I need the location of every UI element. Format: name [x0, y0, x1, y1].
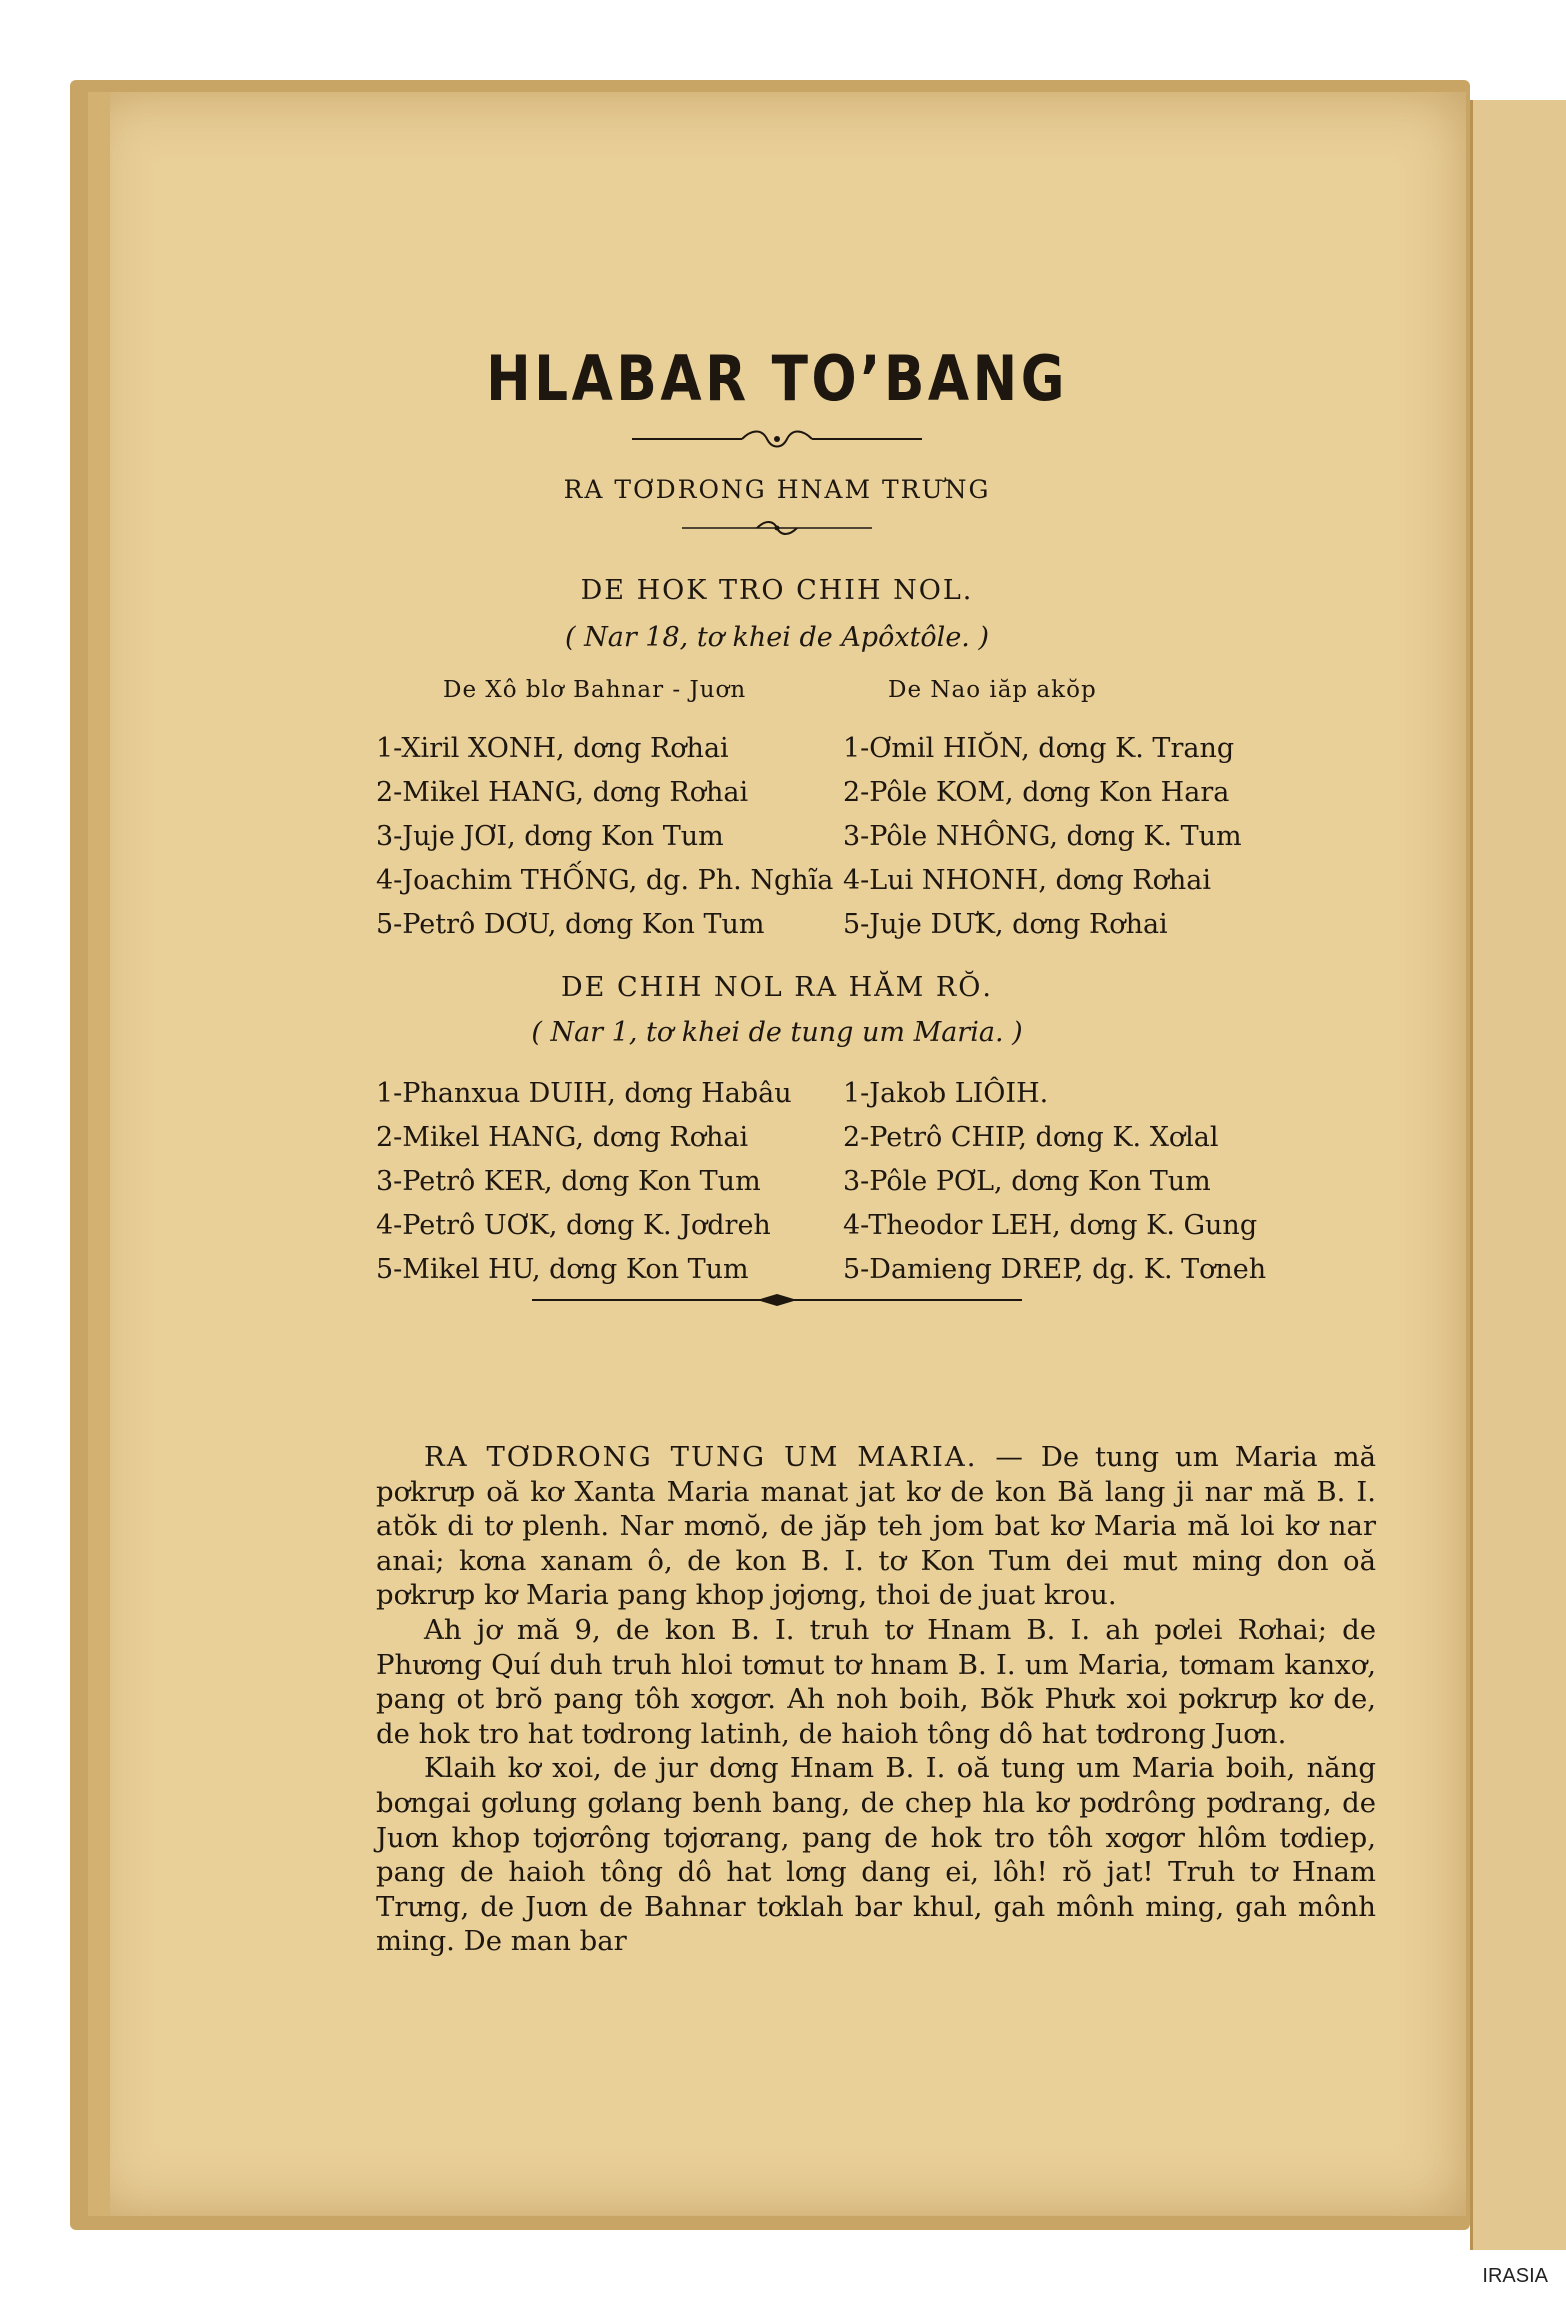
part2-left-list: [376, 1072, 792, 1292]
part1-note: ( Nar 18, tơ khei de Apôxtôle. ): [564, 622, 989, 653]
watermark: IRASIA: [1482, 2265, 1548, 2287]
list-item: 2-Mikel HANG, dơng Rơhai: [376, 777, 749, 808]
part1-left-column-title: De Xô blơ Bahnar - Juơn: [443, 677, 747, 703]
document-page: [88, 92, 1466, 2216]
page-spine-shadow: [88, 92, 110, 2216]
list-item: 2-Mikel HANG, dơng Rơhai: [376, 1122, 749, 1153]
paragraph-text: De tung um Maria mă pơkrưp oă kơ Xanta Maria manat jat kơ de kon Bă lang ji nar mă B. I. atŏk di tơ plenh. Nar mơnŏ, de jăp teh jom bat kơ Maria mă loi kơ nar anai; kơna xanam ô, de kon B. I. tơ Kon Tum dei mut ming don oă pơkrưp kơ Maria pang khop jơjơng, thoi de juat krou.: [376, 1441, 1376, 1612]
list-item: 2-Pôle KOM, dơng Kon Hara: [843, 777, 1230, 808]
paragraph-lead: RA TƠDRONG TUNG UM MARIA. —: [424, 1441, 1025, 1473]
title-ornament: [627, 427, 927, 451]
list-item: 2-Petrô CHIP, dơng K. Xơlal: [843, 1122, 1219, 1153]
list-item: 4-Lui NHONH, dơng Rơhai: [843, 865, 1211, 896]
section-ornament: [677, 520, 877, 536]
paragraph: Ah jơ mă 9, de kon B. I. truh tơ Hnam B. I. ah pơlei Rơhai; de Phương Quí duh truh hloi tơmut tơ hnam B. I. um Maria, tơmam kanxơ, pang ot brŏ pang tôh xơgơr. Ah noh boih, Bŏk Phưk xoi pơkrưp kơ de, de hok tro hat tơdrong latinh, de haioh tông dô hat tơdrong Juơn.: [376, 1613, 1376, 1750]
section-title: RA TƠDRONG HNAM TRƯNG: [563, 475, 991, 504]
paragraph: Klaih kơ xoi, de jur dơng Hnam B. I. oă tung um Maria boih, năng bơngai gơlung gơlang benh bang, de chep hla kơ pơdrông pơdrang, de Juơn khop tơjơrông tơjơrang, pang de hok tro tôh xơgơr hlôm tơdiep, pang de haioh tông dô hat lơng dang ei, lôh! rŏ jat! Truh tơ Hnam Trưng, de Juơn de Bahnar tơklah bar khul, gah mônh ming, gah mônh ming. De man bar: [376, 1752, 1376, 1958]
list-item: 5-Petrô DƠU, dơng Kon Tum: [376, 909, 765, 940]
section-divider: [527, 1292, 1027, 1308]
part2-right-list: [843, 1072, 1266, 1292]
next-page-edge: [1470, 100, 1566, 2250]
list-item: 1-Ơmil HIŎN, dơng K. Trang: [843, 733, 1235, 764]
list-item: 4-Joachim THỐNG, dg. Ph. Nghĩa: [376, 865, 834, 896]
part1-heading: DE HOK TRO CHIH NOL.: [580, 575, 974, 606]
list-item: 3-Juje JƠI, dơng Kon Tum: [376, 821, 724, 852]
page-title: HLABAR TO’BANG: [486, 342, 1068, 415]
list-item: 1-Phanxua DUIH, dơng Habâu: [376, 1078, 792, 1109]
part2-heading: DE CHIH NOL RA HĂM RŎ.: [561, 972, 993, 1003]
part1-right-column-title: De Nao iăp akŏp: [888, 677, 1097, 703]
list-item: 5-Damieng DREP, dg. K. Tơneh: [843, 1254, 1267, 1285]
part2-note: ( Nar 1, tơ khei de tung um Maria. ): [531, 1017, 1023, 1048]
list-item: 4-Theodor LEH, dơng K. Gung: [843, 1210, 1258, 1241]
list-item: 4-Petrô UƠK, dơng K. Jơdreh: [376, 1210, 771, 1241]
list-item: 3-Petrô KER, dơng Kon Tum: [376, 1166, 761, 1197]
part1-right-list: [843, 727, 1242, 947]
list-item: 5-Mikel HU, dơng Kon Tum: [376, 1254, 749, 1285]
list-item: 1-Xiril XONH, dơng Rơhai: [376, 733, 729, 764]
part1-left-list: [376, 727, 833, 947]
body-text: [376, 1440, 1376, 1959]
list-item: 5-Juje DƯK, dơng Rơhai: [843, 909, 1168, 940]
list-item: 1-Jakob LIÔIH.: [843, 1078, 1049, 1109]
paragraph: [376, 1440, 1376, 1613]
list-item: 3-Pôle PƠL, dơng Kon Tum: [843, 1166, 1211, 1197]
list-item: 3-Pôle NHÔNG, dơng K. Tum: [843, 821, 1242, 852]
